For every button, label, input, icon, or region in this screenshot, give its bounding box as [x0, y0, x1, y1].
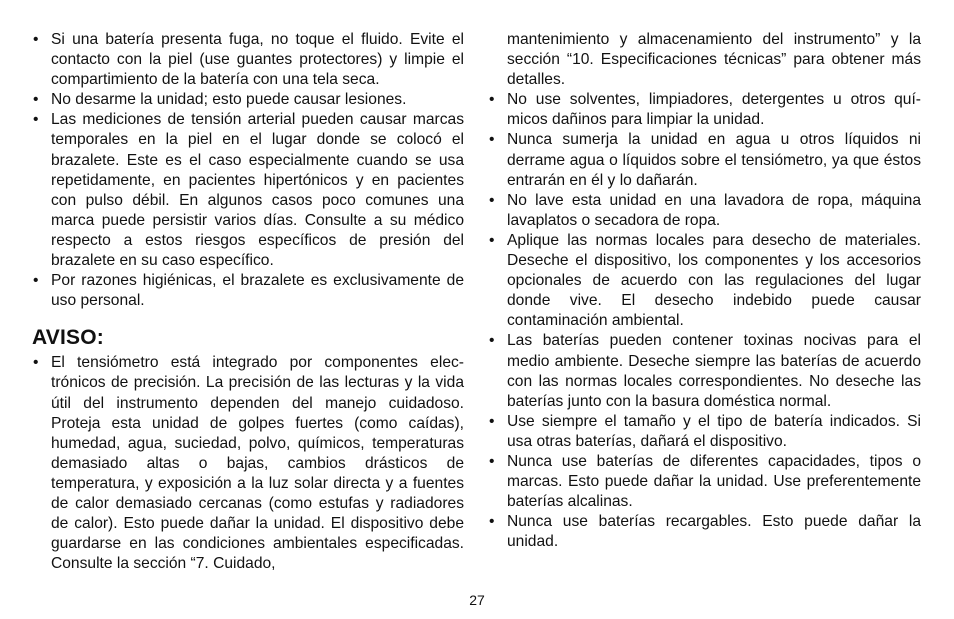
bullet: • [489, 191, 495, 209]
list-item [488, 452, 921, 512]
list-item-text: Por razones higiénicas, el brazalete es exclusivamente de uso personal. [51, 272, 464, 310]
list-item [488, 231, 921, 331]
list-item [32, 90, 464, 110]
list-item [488, 412, 921, 452]
list-item-text: No desarme la unidad; esto puede causar lesiones. [51, 91, 407, 109]
bullet: • [33, 111, 39, 129]
bullet: • [33, 91, 39, 109]
list-item-text: Nunca use baterías recargables. Esto puede dañar la unidad. [507, 513, 921, 551]
list-item [32, 110, 464, 271]
list-item-text: Nunca use baterías de diferentes capacidades, tipos o marcas. Esto puede dañar la unidad. Use preferentemente baterías alcalinas. [507, 452, 921, 511]
list-item-text: Si una batería presenta fuga, no toque el fluido. Evite el contacto con la piel (use guantes protectores) y limpie el compartimiento de la batería con una tela seca. [51, 31, 464, 89]
list-item-text: Nunca sumerja la unidad en agua u otros líquidos ni derrame agua o líquidos sobre el tensiómetro, ya que éstos entrarán en él y lo dañarán. [507, 131, 921, 189]
list-item [488, 130, 921, 190]
bullet: • [489, 231, 495, 249]
list-item [488, 331, 921, 411]
list-item-text: No use solventes, limpiadores, detergentes u otros químicos dañinos para limpiar la unidad. [507, 91, 921, 129]
left-column [32, 30, 464, 574]
notice-list-continued [488, 90, 921, 552]
list-item-text: Use siempre el tamaño y el tipo de batería indicados. Si usa otras baterías, dañará el dispositivo. [507, 412, 921, 450]
warning-list-top [32, 30, 464, 311]
right-column [488, 30, 921, 552]
bullet: • [489, 332, 495, 350]
bullet: • [489, 452, 495, 470]
bullet: • [33, 354, 39, 372]
list-item-text: Las baterías pueden contener toxinas nocivas para el medio ambiente. Deseche siempre las baterías de acuerdo con las normas locales correspondientes. No deseche las baterías junto con la basura doméstica normal. [507, 332, 921, 410]
section-heading-aviso: AVISO: [32, 326, 104, 350]
list-item-text: No lave esta unidad en una lavadora de ropa, máquina lavaplatos o secadora de ropa. [507, 191, 921, 229]
bullet: • [489, 513, 495, 531]
bullet: • [489, 412, 495, 430]
list-item [32, 30, 464, 90]
list-item [488, 90, 921, 130]
page-number: 27 [469, 592, 485, 608]
notice-list [32, 353, 464, 574]
bullet: • [33, 31, 39, 48]
list-item [488, 512, 921, 552]
list-item-text: El tensiómetro está integrado por componentes electrónicos de precisión. La precisión de las lecturas y la vida útil del instrumento dependen del manejo cuidadoso. Proteja esta unidad de golpes fuertes (como caídas), humedad, agua, suciedad, polvo, químicos, temperaturas demasiado altas o bajas, cambios drásticos de temperatura, y exposición a la luz solar directa y a fuentes de calor demasiado cercanas (como estufas y radiadores de calor). Esto puede dañar la unidad. El dispositivo debe guardarse en las condiciones ambientales especificadas. Consulte la sección “7. Cuidado, [51, 354, 464, 573]
bullet: • [489, 131, 495, 149]
bullet: • [33, 272, 39, 290]
list-item-text: Las mediciones de tensión arterial pueden causar marcas temporales en la piel en el lugar donde se colocó el brazalete. Este es el caso especialmente cuando se usa repetidamente, en pacientes hipertónicos y en pacientes con pulso débil. En algunos casos poco comunes una marca puede persistir varios días. Consulte a su médico respecto a estos riesgos específicos de presión del brazalete en su caso específico. [51, 111, 464, 270]
list-item [488, 191, 921, 231]
list-item-text: Aplique las normas locales para desecho de materiales. Deseche el dispositivo, los componentes y los accesorios opcionales de acuerdo con las regulaciones del lugar donde vive. El desecho indebido puede causar contaminación ambiental. [507, 231, 921, 330]
bullet: • [489, 91, 495, 109]
list-item [32, 353, 464, 574]
continued-paragraph: mantenimiento y almacenamiento del instrumento” y la sección “10. Especificaciones técnicas” para obtener más detalles. [507, 31, 921, 89]
list-item [32, 271, 464, 311]
